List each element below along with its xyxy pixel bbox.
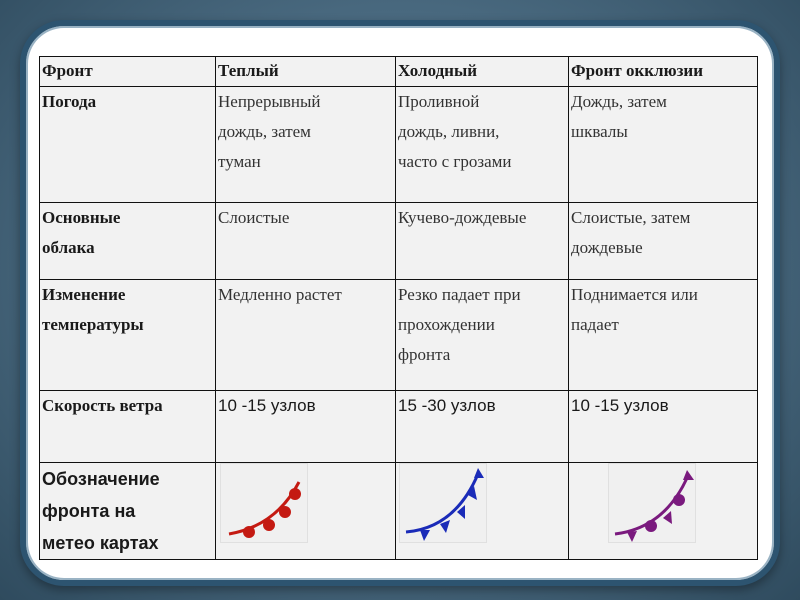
cell-line: Дождь, затем	[571, 92, 667, 111]
cell-weather-warm	[216, 87, 396, 203]
cell-line: Резко падает при	[398, 285, 521, 304]
cell-temperature-cold	[396, 280, 569, 391]
cell-weather-cold	[396, 87, 569, 203]
cell-clouds-cold	[396, 203, 569, 280]
cell-line: фронта	[398, 345, 451, 364]
table-row-wind-speed	[40, 391, 758, 463]
cell-line: Слоистые, затем	[571, 208, 691, 227]
table-row-map-symbol	[40, 463, 758, 560]
label-line: фронта на	[42, 501, 136, 521]
cell-wind-occlusion: 10 -15 узлов	[569, 391, 758, 463]
cell-clouds-occlusion	[569, 203, 758, 280]
header-cold: Холодный	[396, 57, 569, 87]
row-label-temperature	[40, 280, 216, 391]
cell-temperature-occlusion	[569, 280, 758, 391]
cell-line: Непрерывный	[218, 92, 321, 111]
row-label-clouds	[40, 203, 216, 280]
label-line: метео картах	[42, 533, 159, 553]
row-label-map-symbol	[40, 463, 216, 560]
label-line: Основные	[42, 208, 121, 227]
table-header-row	[40, 57, 758, 87]
cell-line: туман	[218, 152, 261, 171]
cell-symbol-warm	[216, 463, 396, 560]
cell-line: Слоистые	[218, 208, 290, 227]
cell-symbol-occlusion	[569, 463, 758, 560]
cell-clouds-warm	[216, 203, 396, 280]
fronts-comparison-table	[39, 56, 758, 560]
cell-line: шквалы	[571, 122, 628, 141]
cell-weather-occlusion	[569, 87, 758, 203]
cell-line: Кучево-дождевые	[398, 208, 527, 227]
warm-front-symbol-icon	[221, 464, 307, 542]
cell-line: дождь, затем	[218, 122, 311, 141]
cell-line: дождевые	[571, 238, 643, 257]
row-label-weather: Погода	[40, 87, 216, 203]
cold-front-symbol-icon	[400, 464, 486, 542]
header-occlusion: Фронт окклюзии	[569, 57, 758, 87]
table-row-weather	[40, 87, 758, 203]
label-line: температуры	[42, 315, 144, 334]
cell-symbol-cold	[396, 463, 569, 560]
cell-line: прохождении	[398, 315, 495, 334]
cell-line: часто с грозами	[398, 152, 512, 171]
label-line: Обозначение	[42, 469, 160, 489]
cell-wind-warm: 10 -15 узлов	[216, 391, 396, 463]
table-row-clouds	[40, 203, 758, 280]
table-row-temperature	[40, 280, 758, 391]
cell-line: Поднимается или	[571, 285, 698, 304]
cell-wind-cold: 15 -30 узлов	[396, 391, 569, 463]
row-label-wind-speed: Скорость ветра	[40, 391, 216, 463]
cell-line: Медленно растет	[218, 285, 342, 304]
label-line: облака	[42, 238, 95, 257]
cell-line: Проливной	[398, 92, 480, 111]
cell-line: падает	[571, 315, 619, 334]
label-line: Изменение	[42, 285, 126, 304]
cell-line: дождь, ливни,	[398, 122, 500, 141]
header-warm: Теплый	[216, 57, 396, 87]
cell-temperature-warm	[216, 280, 396, 391]
occluded-front-symbol-icon	[609, 464, 695, 542]
header-front: Фронт	[40, 57, 216, 87]
